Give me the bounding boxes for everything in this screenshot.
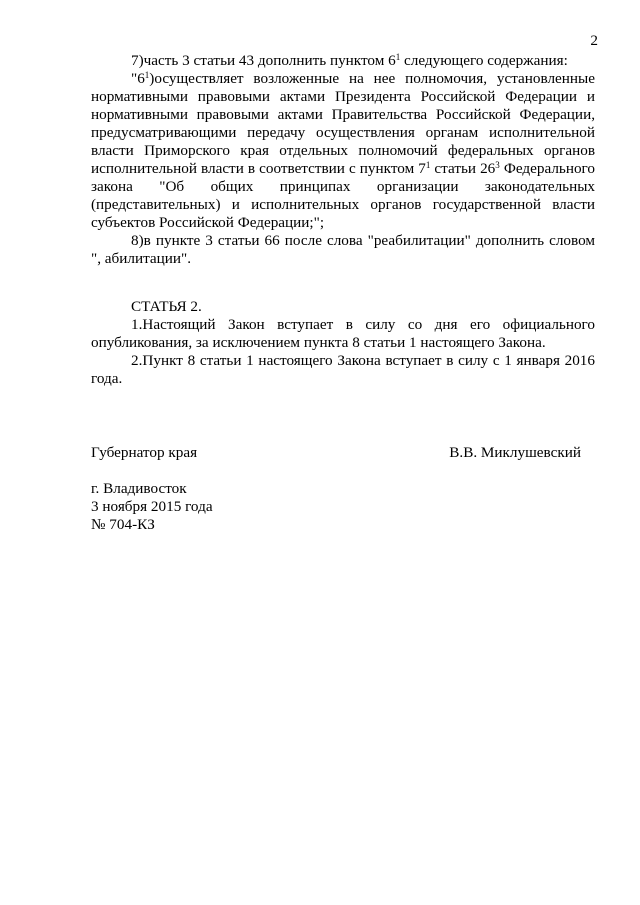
signatory-title: Губернатор края [91,444,198,461]
quoted-point [91,70,595,232]
quoted-point-text-b: )осуществляет возложенные на нее полномочия, установленные нормативными правовыми актами Президента Российской Федерации и нормативными правовыми актами Правительства Российской Федерации, предусматривающими передачу осуществления органам исполнительной власти Приморского края отдельных полномочий федеральных органов исполнительной власти в соответствии с пунктом 7 [91,70,595,177]
item-7-text-b: следующего содержания: [400,52,568,69]
quoted-point-text-c: статьи 26 [430,160,496,177]
city: г. Владивосток [91,480,187,497]
quoted-point-text-d: Федерального закона "Об общих принципах организации законодательных (представительных) и исполнительных органов государственной власти субъектов Российской Федерации;"; [91,160,595,231]
quoted-point-superscript-1: 1 [144,70,150,80]
signatory-name: В.В. Миклушевский [449,444,581,461]
article-2-paragraph-2: 2.Пункт 8 статьи 1 настоящего Закона вступает в силу с 1 января 2016 года. [91,352,595,387]
item-7-superscript: 1 [395,52,401,62]
article-2-heading: СТАТЬЯ 2. [131,298,202,315]
date: 3 ноября 2015 года [91,498,213,515]
quoted-point-superscript-2: 1 [425,160,431,170]
article-2-paragraph-1: 1.Настоящий Закон вступает в силу со дня его официального опубликования, за исключением пункта 8 статьи 1 настоящего Закона. [91,316,595,351]
page-number: 2 [590,32,598,49]
quoted-point-text-a: "6 [131,70,145,87]
item-7 [91,52,595,70]
signature-row [91,444,595,462]
quoted-point-superscript-3: 3 [495,160,500,170]
law-number: № 704-КЗ [91,516,155,533]
item-8: 8)в пункте 3 статьи 66 после слова "реабилитации" дополнить словом ", абилитации". [91,232,595,267]
document-body [91,52,595,534]
item-7-text-a: 7)часть 3 статьи 43 дополнить пунктом 6 [131,52,396,69]
